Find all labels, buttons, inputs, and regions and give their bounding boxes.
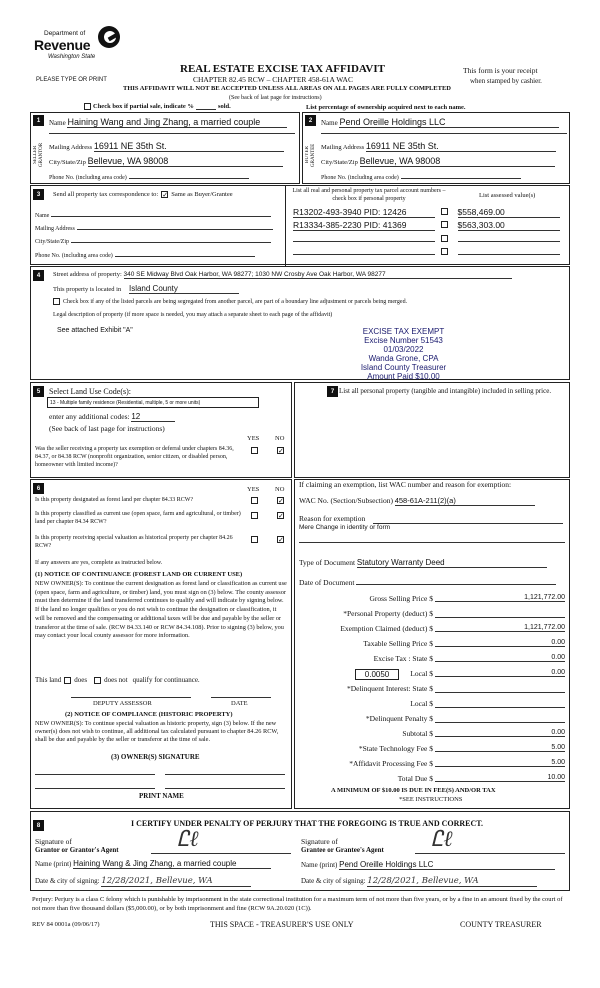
- current-use-no-checkbox[interactable]: [277, 512, 284, 519]
- stamp-line-3: 01/03/2022: [383, 345, 424, 354]
- claim-exemption-text: If claiming an exemption, list WAC number and reason for exemption:: [299, 480, 512, 489]
- deputy-date-line[interactable]: [211, 697, 271, 698]
- correspondence-phone-row: [35, 250, 255, 259]
- logo-revenue: Revenue: [34, 37, 91, 53]
- fee-label-penalty: *Delinquent Penalty $: [365, 714, 433, 723]
- land-use-code-select[interactable]: 13 - Multiple family residence (Residential, multiple, 5 or more units): [47, 397, 259, 408]
- see-back: (See back of last page for instructions): [229, 95, 322, 101]
- assessed-value-3[interactable]: [458, 234, 560, 242]
- seller-city-field[interactable]: Bellevue, WA 98008: [88, 156, 283, 167]
- form-title: REAL ESTATE EXCISE TAX AFFIDAVIT: [180, 63, 385, 75]
- grantee-print-name[interactable]: Pend Oreille Holdings LLC: [339, 860, 555, 870]
- fee-row: [299, 729, 565, 744]
- fee-value-state-tax[interactable]: 0.00: [435, 654, 565, 662]
- fee-label-delinquent-state: *Delinquent Interest: State $: [346, 684, 433, 693]
- section-3-number: 3: [33, 189, 44, 200]
- partial-sale-label: Check box if partial sale, indicate %: [93, 103, 194, 110]
- section-8: [30, 811, 570, 891]
- section-6: [30, 479, 292, 809]
- seller-city-label: City/State/Zip: [49, 159, 86, 166]
- wac-label: WAC No. (Section/Subsection): [299, 496, 393, 505]
- local-rate-field[interactable]: 0.0050: [355, 669, 399, 680]
- parcel-row: [293, 234, 563, 244]
- logo-swirl-icon: [98, 26, 120, 48]
- grantee-name-label: Name (print): [301, 861, 338, 869]
- fee-label-taxable: Taxable Selling Price $: [363, 639, 433, 648]
- logo-dept: Department of: [44, 30, 86, 37]
- seller-phone-label: Phone No. (including area code): [49, 175, 127, 181]
- seller-name-label: Name: [49, 119, 66, 127]
- fee-value-personal[interactable]: [435, 609, 565, 618]
- corr-city-label: City/State/Zip: [35, 239, 69, 245]
- please-type: PLEASE TYPE OR PRINT: [36, 77, 107, 83]
- if-yes-note: If any answers are yes, complete as instructed below.: [35, 560, 163, 566]
- fee-label-gross: Gross Selling Price $: [369, 594, 433, 603]
- see-back-5: (See back of last page for instructions): [49, 424, 165, 433]
- no-label: NO: [275, 486, 285, 493]
- section-6-number: 6: [33, 483, 44, 494]
- fee-row: [299, 714, 565, 729]
- section-2-number: 2: [305, 115, 316, 126]
- fee-label-processing-fee: *Affidavit Processing Fee $: [349, 759, 433, 768]
- yes-label: YES: [247, 435, 260, 442]
- print-name-line-2[interactable]: [165, 788, 285, 789]
- grantor-agent-label: Grantor or Grantor's Agent: [35, 846, 119, 854]
- fee-label-local-tax: Local $: [410, 669, 433, 678]
- notice1-title: (1) NOTICE OF CONTINUANCE (FOREST LAND OR CURRENT USE): [35, 571, 243, 578]
- current-use-question: Is this property classified as current use (open space, farm and agricultural, or timber) land per chapter 84.34 RCW?: [35, 511, 241, 525]
- see-instructions: *SEE INSTRUCTIONS: [399, 796, 463, 803]
- grantee-date-row: [301, 876, 537, 887]
- legal-label: Legal description of property (if more space is needed, you may attach a separate sheet to each page of the affidavit): [53, 312, 333, 318]
- segregated-label: Check box if any of the listed parcels are being segregated from another parcel, are part of a boundary line adjustment or parcels being merged.: [63, 298, 408, 305]
- grantor-signature-line[interactable]: [151, 853, 291, 854]
- stamp-line-1: EXCISE TAX EXEMPT: [362, 327, 445, 336]
- does-label: does: [74, 676, 88, 684]
- parcel-header: List all real and personal property tax parcel account numbers – check box if personal property: [292, 188, 446, 202]
- additional-codes-field[interactable]: 12: [131, 412, 175, 422]
- does-checkbox[interactable]: [64, 677, 71, 684]
- buyer-name-row: [321, 117, 567, 128]
- date-label: DATE: [231, 700, 248, 707]
- stamp-line-4: Wanda Grone, CPA: [368, 354, 439, 363]
- parcel-row: [293, 247, 563, 257]
- seller-grantor-label: SELLER GRANTOR: [33, 142, 44, 168]
- fee-value-local-tax[interactable]: 0.00: [435, 669, 565, 677]
- deputy-label: DEPUTY ASSESSOR: [93, 700, 152, 707]
- owner-sig-line-2[interactable]: [165, 774, 285, 775]
- fee-label-subtotal: Subtotal $: [402, 729, 433, 738]
- grantor-signature-icon: Ꮭℓ: [177, 827, 199, 852]
- fee-label-state-tax: Excise Tax : State $: [373, 654, 433, 663]
- fee-row: [299, 684, 565, 699]
- fee-table: [299, 594, 565, 789]
- does-not-checkbox[interactable]: [94, 677, 101, 684]
- historic-question: Is this property receiving special valuation as historical property per chapter 84.26 RCW?: [35, 535, 233, 549]
- seller-city-row: [49, 156, 295, 167]
- buyer-city-label: City/State/Zip: [321, 159, 358, 166]
- seller-phone-field[interactable]: [129, 172, 249, 179]
- buyer-name-field[interactable]: Pend Oreille Holdings LLC: [339, 117, 559, 128]
- fee-value-tech-fee[interactable]: 5.00: [435, 744, 565, 752]
- fee-row: [299, 669, 565, 684]
- print-name-line[interactable]: [35, 788, 155, 789]
- wac-field[interactable]: 458-61A-211(2)(a): [395, 496, 535, 506]
- buyer-phone-field[interactable]: [401, 172, 521, 179]
- additional-codes-row: [49, 412, 175, 422]
- this-land-label: This land: [35, 676, 62, 684]
- minimum-due-note: A MINIMUM OF $10.00 IS DUE IN FEE(S) AND/OR TAX: [331, 787, 496, 794]
- fee-value-delinquent-state[interactable]: [435, 684, 565, 693]
- current-use-yes-checkbox[interactable]: [251, 512, 258, 519]
- section-4: [30, 266, 570, 380]
- doc-type-field[interactable]: Statutory Warranty Deed: [357, 558, 547, 568]
- section-3: [30, 185, 570, 265]
- doc-date-label: Date of Document: [299, 578, 355, 587]
- county-treasurer: COUNTY TREASURER: [460, 920, 542, 929]
- doc-type-row: [299, 558, 547, 568]
- buyer-name-label: Name: [321, 119, 338, 127]
- grantee-agent-label: Grantee or Grantee's Agent: [301, 846, 384, 854]
- exempt-stamp: [331, 327, 476, 381]
- print-name-label: PRINT NAME: [139, 792, 184, 800]
- section-7: [294, 382, 570, 478]
- fee-value-gross[interactable]: 1,121,772.00: [435, 594, 565, 602]
- street-label: Street address of property:: [53, 271, 122, 278]
- seller-mailing-field[interactable]: 16911 NE 35th St.: [94, 141, 284, 152]
- fee-value-taxable[interactable]: 0.00: [435, 639, 565, 647]
- fee-row: [299, 699, 565, 714]
- seller-name-field[interactable]: Haining Wang and Jing Zhang, a married couple: [67, 117, 287, 128]
- historic-yes-checkbox[interactable]: [251, 536, 258, 543]
- grantor-date-label: Date & city of signing:: [35, 877, 100, 885]
- fee-label-delinquent-local: Local $: [410, 699, 433, 708]
- personal-property-text: List all personal property (tangible and intangible) included in selling price.: [339, 387, 552, 395]
- forest-question: Is this property designated as forest land per chapter 84.33 RCW?: [35, 497, 194, 503]
- buyer-mailing-label: Mailing Address: [321, 144, 365, 151]
- owner-sig-line[interactable]: [35, 774, 155, 775]
- fee-value-exemption[interactable]: 1,121,772.00: [435, 624, 565, 632]
- fee-row: [299, 594, 565, 609]
- partial-sale-row: [84, 103, 231, 110]
- no-label: NO: [275, 435, 285, 442]
- doc-date-field[interactable]: [356, 577, 556, 585]
- parcel-number-4[interactable]: [293, 247, 435, 255]
- notice2-body: NEW OWNER(S): To continue special valuation as historic property, sign (3) below. If the new owner(s) does not wish to continue, all additional tax calculated pursuant to chapter 84.26 RCW, shall be due and payable by the seller or transferor at the time of sale.: [35, 720, 279, 743]
- section-5: [30, 382, 292, 478]
- buyer-city-field[interactable]: Bellevue, WA 98008: [360, 156, 555, 167]
- fee-label-tech-fee: *State Technology Fee $: [358, 744, 433, 753]
- corr-phone-field[interactable]: [115, 250, 255, 257]
- fee-row: [299, 624, 565, 639]
- notice1-body: NEW OWNER(S): To continue the current designation as forest land or classification as current use (open space, farm and agriculture, or timber) land, you must sign on (3) below. The county assessor must then determine if the land transferred continues to qualify and will indicate by signing below. If the land no longer qualifies or you do not wish to continue the designation or classification, it will be removed and the compensating or additional taxes will be due and payable by the seller or transferor at the time of sale. (RCW 84.33.140 or RCW 84.34.108). Prior to signing (3) below, you may contact your local county assessor for more information.: [35, 580, 287, 640]
- fee-value-processing-fee[interactable]: 5.00: [435, 759, 565, 767]
- parcel-number-3[interactable]: [293, 234, 435, 242]
- forest-yes-checkbox[interactable]: [251, 497, 258, 504]
- buyer-phone-label: Phone No. (including area code): [321, 175, 399, 181]
- fee-row: [299, 654, 565, 669]
- section-5-number: 5: [33, 386, 44, 397]
- doc-type-label: Type of Document: [299, 558, 356, 567]
- exemption-question: Was the seller receiving a property tax exemption or deferral under chapters 84.36, 84.37, or 84.38 RCW (nonprofit organization, senior citizen, or disabled person, homeowner with limited income)?: [35, 446, 234, 468]
- yes-label: YES: [247, 486, 260, 493]
- land-use-label: Select Land Use Code(s):: [49, 387, 131, 396]
- buyer-grantee-label: BUYER GRANTEE: [305, 143, 316, 167]
- grantee-date-label: Date & city of signing:: [301, 877, 366, 885]
- corr-phone-label: Phone No. (including area code): [35, 253, 113, 259]
- corr-city-field[interactable]: [71, 236, 271, 243]
- dor-logo: [34, 26, 124, 66]
- corr-mailing-label: Mailing Address: [35, 226, 75, 232]
- grantee-signature-icon: Ꮭℓ: [431, 827, 453, 852]
- fee-value-total[interactable]: 10.00: [435, 774, 565, 782]
- assessed-value-1[interactable]: $558,469.00: [458, 207, 560, 218]
- grantor-name-label: Name (print): [35, 860, 72, 868]
- buyer-mailing-field[interactable]: 16911 NE 35th St.: [366, 141, 556, 152]
- corr-name-label: Name: [35, 213, 50, 219]
- same-as-buyer-checkbox[interactable]: [161, 191, 168, 198]
- personal-property-checkbox-2[interactable]: [441, 221, 448, 228]
- does-not-label: does not: [104, 676, 128, 684]
- form-warning: THIS AFFIDAVIT WILL NOT BE ACCEPTED UNLESS ALL AREAS ON ALL PAGES ARE FULLY COMPLETED: [123, 85, 451, 92]
- deputy-sig-line[interactable]: [71, 697, 191, 698]
- corr-name-field[interactable]: [51, 210, 271, 217]
- parcel-number-1[interactable]: R13202-493-3940 PID: 12426: [293, 207, 435, 218]
- receipt-line2: when stamped by cashier.: [470, 77, 542, 85]
- fee-label-total: Total Due $: [397, 774, 433, 783]
- parcel-row: [293, 220, 563, 231]
- exemption-yes-checkbox[interactable]: [251, 447, 258, 454]
- additional-codes-label: enter any additional codes:: [49, 412, 130, 421]
- assessed-value-4[interactable]: [458, 247, 560, 255]
- notice2-title: (2) NOTICE OF COMPLIANCE (HISTORIC PROPERTY): [65, 711, 233, 718]
- section-4-number: 4: [33, 270, 44, 281]
- parcel-row: [293, 207, 563, 218]
- fee-row: [299, 609, 565, 624]
- wac-row: [299, 496, 535, 506]
- seller-phone-row: [49, 172, 295, 181]
- form-chapter: CHAPTER 82.45 RCW – CHAPTER 458-61A WAC: [193, 75, 353, 84]
- certify-statement: I CERTIFY UNDER PENALTY OF PERJURY THAT THE FOREGOING IS TRUE AND CORRECT.: [131, 819, 484, 828]
- qualify-label: qualify for continuance.: [132, 676, 200, 684]
- buyer-mailing-row: [321, 141, 567, 152]
- historic-no-checkbox[interactable]: [277, 536, 284, 543]
- fees-panel: [294, 479, 570, 809]
- personal-property-checkbox-3[interactable]: [441, 235, 448, 242]
- located-row: [53, 284, 239, 294]
- grantee-sig-of: Signature of: [301, 837, 338, 846]
- fee-row: [299, 639, 565, 654]
- fee-value-subtotal[interactable]: 0.00: [435, 729, 565, 737]
- section-1-number: 1: [33, 115, 44, 126]
- continuance-row: [35, 676, 200, 684]
- correspondence-mailing-row: [35, 223, 273, 232]
- correspondence-city-row: [35, 236, 271, 245]
- sold-label: sold.: [217, 103, 231, 110]
- stamp-line-5: Island County Treasurer: [360, 363, 447, 372]
- segregated-row: [53, 298, 407, 305]
- grantor-print-row: [35, 859, 271, 869]
- fee-label-exemption: Exemption Claimed (deduct) $: [340, 624, 433, 633]
- doc-date-row: [299, 577, 556, 587]
- corr-mailing-field[interactable]: [77, 223, 273, 230]
- grantor-sig-of: Signature of: [35, 837, 72, 846]
- grantee-print-row: [301, 860, 555, 870]
- fee-row: [299, 744, 565, 759]
- section-1: [30, 112, 300, 184]
- located-label: This property is located in: [53, 286, 122, 293]
- fee-row: [299, 759, 565, 774]
- personal-property-checkbox-4[interactable]: [441, 248, 448, 255]
- legal-description[interactable]: See attached Exhibit "A": [57, 327, 133, 334]
- section-8-number: 8: [33, 820, 44, 831]
- fee-value-penalty[interactable]: [435, 714, 565, 723]
- grantee-date-field[interactable]: 12/28/2021, Bellevue, WA: [367, 876, 537, 887]
- treasurer-space: THIS SPACE - TREASURER'S USE ONLY: [210, 920, 354, 929]
- correspondence-name-row: [35, 210, 271, 219]
- same-as-label: Same as Buyer/Grantee: [171, 191, 233, 198]
- partial-sale-checkbox[interactable]: [84, 103, 91, 110]
- street-field[interactable]: 340 SE Midway Blvd Oak Harbor, WA 98277; 1030 NW Crosby Ave Oak Harbor, WA 98277: [124, 271, 512, 279]
- street-row: [53, 270, 512, 279]
- section-2: [302, 112, 570, 184]
- grantor-date-row: [35, 876, 251, 887]
- seller-mailing-label: Mailing Address: [49, 144, 93, 151]
- owner-sig-label: (3) OWNER(S) SIGNATURE: [111, 753, 200, 761]
- section-7-number: 7: [327, 386, 338, 397]
- reason-label: Reason for exemption: [299, 514, 366, 523]
- assessed-value-2[interactable]: $563,303.00: [458, 220, 560, 231]
- located-field[interactable]: Island County: [129, 284, 239, 294]
- ownership-note: List percentage of ownership acquired next to each name.: [306, 104, 466, 111]
- fee-value-delinquent-local[interactable]: [435, 699, 565, 708]
- stamp-line-2: Excise Number 51543: [364, 336, 443, 345]
- stamp-line-6: Amount Paid $10.00: [367, 372, 440, 381]
- seller-name-row: [49, 117, 295, 128]
- exemption-no-checkbox[interactable]: [277, 447, 284, 454]
- perjury-note: Perjury: Perjury is a class C felony which is punishable by imprisonment in the state correctional institution for a maximum term of not more than five years, or by a fine in an amount fixed by the court of not more than five thousand dollars ($5,000.00), or by both imprisonment and fine (RCW 9A.20.020 (1C)).: [32, 896, 563, 912]
- buyer-phone-row: [321, 172, 567, 181]
- grantee-signature-line[interactable]: [415, 853, 565, 854]
- form-number: REV 84 0001a (09/06/17): [32, 921, 100, 928]
- logo-state: Washington State: [48, 54, 96, 60]
- segregated-checkbox[interactable]: [53, 298, 60, 305]
- fee-label-personal: *Personal Property (deduct) $: [343, 609, 433, 618]
- send-label: Send all property tax correspondence to:: [53, 191, 159, 198]
- parcel-number-2[interactable]: R13334-385-2230 PID: 41369: [293, 220, 435, 231]
- forest-no-checkbox[interactable]: [277, 497, 284, 504]
- assessed-header: List assessed value(s): [479, 192, 536, 199]
- seller-mailing-row: [49, 141, 295, 152]
- send-correspondence-row: [53, 191, 233, 198]
- buyer-city-row: [321, 156, 567, 167]
- personal-property-checkbox-1[interactable]: [441, 208, 448, 215]
- grantor-date-field[interactable]: 12/28/2021, Bellevue, WA: [101, 876, 251, 887]
- receipt-line1: This form is your receipt: [463, 66, 538, 75]
- grantor-print-name[interactable]: Haining Wang & Jing Zhang, a married couple: [73, 859, 271, 869]
- reason-field[interactable]: Mere Change in identity or form: [299, 524, 391, 531]
